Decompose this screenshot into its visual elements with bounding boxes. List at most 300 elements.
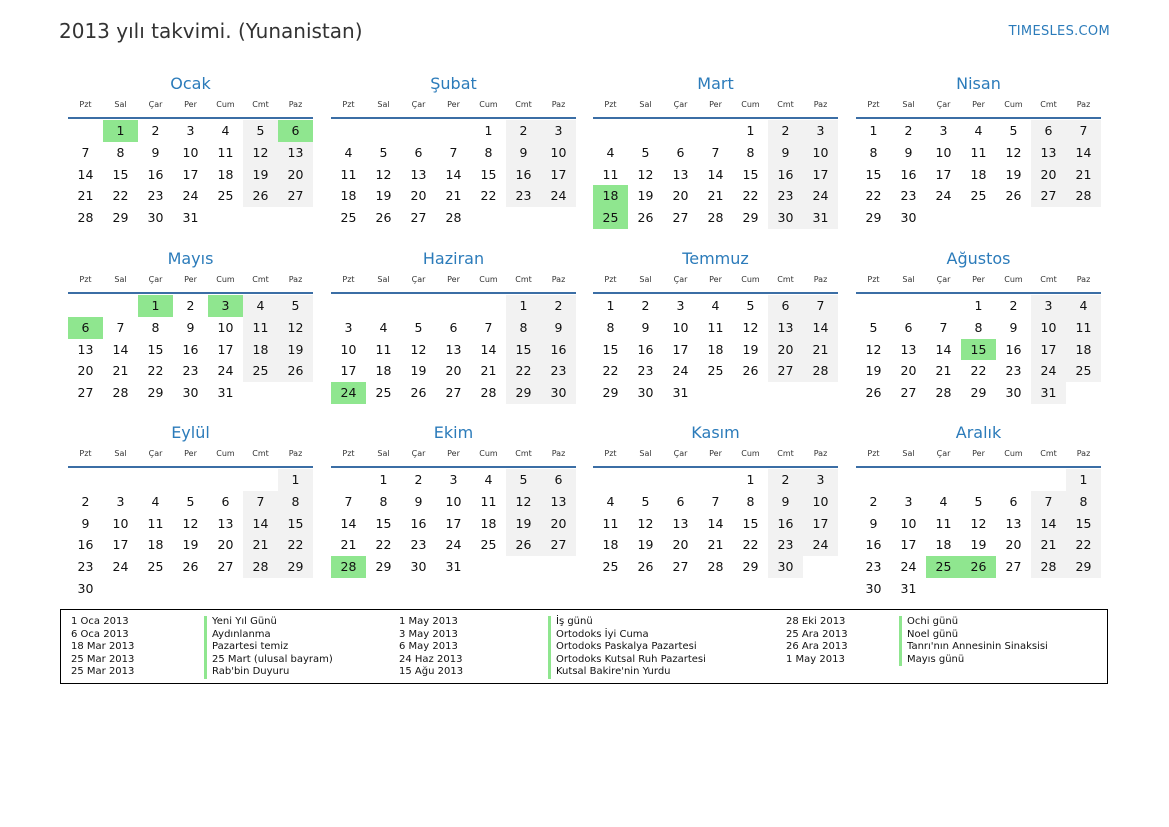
- day-cell: 16: [541, 339, 576, 361]
- day-cell: 31: [803, 207, 838, 229]
- holiday-name: Mayıs günü: [907, 653, 965, 665]
- day-cell: 16: [637, 341, 654, 357]
- weekday-label: Pzt: [342, 275, 355, 284]
- empty-cell: [628, 120, 663, 142]
- weekday-label: Cmt: [777, 275, 794, 284]
- weekday-label: Pzt: [604, 275, 617, 284]
- weekday-header: [331, 446, 576, 468]
- day-cell: 2: [541, 295, 576, 317]
- empty-cell: [243, 382, 278, 404]
- day-cell: 24: [803, 185, 838, 207]
- day-cell: 25: [1066, 360, 1101, 382]
- day-cell: 14: [935, 341, 952, 357]
- holiday-date: 1 Oca 2013: [71, 616, 129, 627]
- month-6: [331, 248, 576, 404]
- day-cell: 24: [803, 534, 838, 556]
- month-title: Aralık: [955, 423, 1002, 442]
- day-cell: 27: [672, 210, 689, 226]
- weekday-label: Per: [184, 449, 197, 458]
- day-cell: 6: [278, 120, 313, 142]
- empty-cell: [401, 295, 436, 317]
- day-cell: 18: [707, 341, 724, 357]
- holiday-name: Kutsal Bakire'nin Yurdu: [556, 666, 671, 678]
- day-cell: 11: [147, 515, 164, 531]
- day-cell: 14: [445, 166, 462, 182]
- holiday-name: Noel günü: [907, 628, 959, 640]
- day-cell: 25: [340, 210, 357, 226]
- empty-cell: [856, 295, 891, 317]
- day-cell: 14: [77, 166, 94, 182]
- weekday-label: Cmt: [1040, 449, 1057, 458]
- weekday-label: Pzt: [342, 449, 355, 458]
- empty-cell: [68, 120, 103, 142]
- day-cell: 21: [935, 363, 952, 379]
- day-cell: 29: [970, 385, 987, 401]
- day-grid: [68, 295, 313, 404]
- empty-cell: [541, 556, 576, 578]
- empty-cell: [103, 469, 138, 491]
- holiday-date: 1 May 2013: [399, 616, 458, 627]
- day-cell: 24: [217, 363, 234, 379]
- day-cell: 27: [900, 385, 917, 401]
- day-cell: 21: [77, 188, 94, 204]
- empty-cell: [138, 469, 173, 491]
- day-cell: 30: [182, 385, 199, 401]
- holiday-date: 1 May 2013: [786, 653, 845, 665]
- day-grid: [856, 469, 1101, 600]
- holiday-name: Rab'bin Duyuru: [212, 666, 290, 678]
- holiday-date: 26 Ara 2013: [786, 641, 848, 653]
- day-cell: 28: [480, 385, 497, 401]
- day-grid: [68, 120, 313, 229]
- weekday-label: Pzt: [867, 275, 880, 284]
- weekday-label: Paz: [813, 449, 828, 458]
- day-cell: 17: [1031, 339, 1066, 361]
- day-cell: 20: [541, 513, 576, 535]
- empty-cell: [1031, 469, 1066, 491]
- day-cell: 27: [768, 360, 803, 382]
- day-cell: 27: [410, 210, 427, 226]
- day-cell: 19: [742, 341, 759, 357]
- month-8: [856, 248, 1101, 404]
- holiday-date: 28 Eki 2013: [786, 616, 846, 627]
- day-cell: 18: [147, 537, 164, 553]
- day-cell: 9: [414, 493, 423, 509]
- day-cell: 28: [707, 559, 724, 575]
- holiday-name: Ortodoks Kutsal Ruh Pazartesi: [556, 653, 706, 665]
- day-cell: 31: [1031, 382, 1066, 404]
- empty-cell: [961, 207, 996, 229]
- day-cell: 17: [541, 164, 576, 186]
- day-cell: 10: [803, 491, 838, 513]
- weekday-label: Per: [184, 275, 197, 284]
- weekday-label: Pzt: [867, 100, 880, 109]
- day-cell: 14: [112, 341, 129, 357]
- day-cell: 8: [1066, 491, 1101, 513]
- day-cell: 15: [865, 166, 882, 182]
- weekday-label: Pzt: [79, 100, 92, 109]
- day-cell: 3: [186, 123, 195, 138]
- day-cell: 15: [147, 341, 164, 357]
- day-cell: 12: [278, 317, 313, 339]
- day-cell: 3: [803, 469, 838, 491]
- day-cell: 25: [243, 360, 278, 382]
- day-cell: 26: [278, 360, 313, 382]
- weekday-label: Paz: [288, 275, 303, 284]
- day-cell: 17: [672, 341, 689, 357]
- weekday-label: Paz: [1076, 275, 1091, 284]
- weekday-label: Paz: [1076, 100, 1091, 109]
- day-cell: 7: [711, 493, 720, 509]
- empty-cell: [68, 295, 103, 317]
- empty-cell: [628, 469, 663, 491]
- empty-cell: [961, 469, 996, 491]
- day-cell: 2: [506, 120, 541, 142]
- day-cell: 9: [768, 142, 803, 164]
- empty-cell: [331, 120, 366, 142]
- day-cell: 31: [445, 559, 462, 575]
- day-cell: 2: [186, 298, 195, 313]
- day-cell: 23: [506, 185, 541, 207]
- day-cell: 12: [1005, 144, 1022, 160]
- empty-cell: [698, 469, 733, 491]
- weekday-label: Çar: [148, 100, 163, 109]
- day-cell: 11: [935, 515, 952, 531]
- day-cell: 18: [340, 188, 357, 204]
- empty-cell: [506, 556, 541, 578]
- day-cell: 16: [410, 515, 427, 531]
- weekday-label: Çar: [673, 275, 688, 284]
- day-cell: 26: [182, 559, 199, 575]
- day-cell: 26: [506, 534, 541, 556]
- weekday-label: Cmt: [515, 275, 532, 284]
- day-cell: 16: [900, 166, 917, 182]
- day-cell: 19: [637, 188, 654, 204]
- empty-cell: [103, 578, 138, 600]
- day-cell: 29: [742, 559, 759, 575]
- day-cell: 2: [414, 472, 423, 487]
- day-cell: 3: [541, 120, 576, 142]
- day-cell: 22: [147, 363, 164, 379]
- day-cell: 21: [445, 188, 462, 204]
- empty-cell: [471, 556, 506, 578]
- day-cell: 20: [672, 188, 689, 204]
- day-cell: 5: [414, 319, 423, 335]
- day-cell: 21: [707, 537, 724, 553]
- weekday-label: Sal: [377, 449, 390, 458]
- day-cell: 25: [593, 207, 628, 229]
- day-cell: 2: [869, 493, 878, 509]
- weekday-label: Cmt: [515, 449, 532, 458]
- day-cell: 2: [641, 298, 650, 313]
- holiday-name: Pazartesi temiz: [212, 641, 289, 653]
- empty-cell: [331, 469, 366, 491]
- month-title: Ağustos: [946, 249, 1011, 268]
- day-cell: 11: [375, 341, 392, 357]
- day-cell: 7: [449, 144, 458, 160]
- day-cell: 13: [1005, 515, 1022, 531]
- day-cell: 30: [865, 580, 882, 596]
- weekday-label: Per: [184, 100, 197, 109]
- day-cell: 17: [217, 341, 234, 357]
- weekday-label: Cmt: [252, 449, 269, 458]
- day-cell: 17: [445, 515, 462, 531]
- weekday-label: Paz: [551, 275, 566, 284]
- day-cell: 5: [641, 493, 650, 509]
- empty-cell: [471, 295, 506, 317]
- day-cell: 10: [541, 142, 576, 164]
- day-cell: 13: [278, 142, 313, 164]
- day-cell: 29: [742, 210, 759, 226]
- weekday-label: Çar: [148, 449, 163, 458]
- day-cell: 3: [803, 120, 838, 142]
- day-cell: 24: [900, 559, 917, 575]
- weekday-label: Sal: [114, 449, 127, 458]
- month-1: [68, 73, 313, 229]
- day-cell: 2: [151, 123, 160, 138]
- day-cell: 4: [1066, 295, 1101, 317]
- day-cell: 27: [77, 385, 94, 401]
- empty-cell: [208, 578, 243, 600]
- day-cell: 22: [865, 188, 882, 204]
- weekday-label: Per: [709, 275, 722, 284]
- weekday-label: Çar: [936, 275, 951, 284]
- day-cell: 15: [278, 513, 313, 535]
- empty-cell: [138, 578, 173, 600]
- page-title: 2013 yılı takvimi. (Yunanistan): [59, 19, 363, 43]
- empty-cell: [541, 207, 576, 229]
- day-cell: 9: [81, 515, 90, 531]
- empty-cell: [243, 578, 278, 600]
- day-cell: 4: [221, 123, 230, 138]
- day-cell: 22: [970, 363, 987, 379]
- day-cell: 26: [637, 559, 654, 575]
- day-cell: 14: [803, 317, 838, 339]
- day-cell: 10: [935, 144, 952, 160]
- day-cell: 29: [602, 385, 619, 401]
- day-cell: 3: [449, 472, 458, 487]
- empty-cell: [1031, 207, 1066, 229]
- day-cell: 30: [900, 210, 917, 226]
- day-cell: 20: [900, 363, 917, 379]
- day-cell: 20: [278, 164, 313, 186]
- day-cell: 10: [803, 142, 838, 164]
- day-cell: 21: [112, 363, 129, 379]
- weekday-label: Çar: [673, 100, 688, 109]
- day-cell: 19: [1005, 166, 1022, 182]
- day-cell: 18: [217, 166, 234, 182]
- day-cell: 21: [340, 537, 357, 553]
- day-cell: 13: [900, 341, 917, 357]
- weekday-label: Cmt: [1040, 100, 1057, 109]
- day-cell: 9: [151, 144, 160, 160]
- day-cell: 20: [768, 339, 803, 361]
- day-cell: 5: [506, 469, 541, 491]
- day-grid: [68, 469, 313, 600]
- day-cell: 7: [1066, 120, 1101, 142]
- weekday-label: Paz: [551, 449, 566, 458]
- empty-cell: [803, 382, 838, 404]
- weekday-label: Pzt: [867, 449, 880, 458]
- weekday-label: Çar: [411, 100, 426, 109]
- day-cell: 1: [103, 120, 138, 142]
- day-cell: 8: [484, 144, 493, 160]
- day-cell: 18: [593, 185, 628, 207]
- day-cell: 18: [602, 537, 619, 553]
- day-cell: 9: [186, 319, 195, 335]
- day-cell: 4: [606, 144, 615, 160]
- day-cell: 16: [147, 166, 164, 182]
- day-cell: 31: [672, 385, 689, 401]
- holiday-date: 6 Oca 2013: [71, 628, 129, 640]
- day-cell: 22: [506, 360, 541, 382]
- weekday-label: Paz: [551, 100, 566, 109]
- day-cell: 13: [445, 341, 462, 357]
- holiday-dates-col-3: [786, 616, 848, 666]
- day-cell: 8: [974, 319, 983, 335]
- weekday-label: Çar: [148, 275, 163, 284]
- day-cell: 18: [970, 166, 987, 182]
- day-cell: 29: [112, 210, 129, 226]
- day-cell: 14: [707, 166, 724, 182]
- holiday-dates-col-1: [71, 616, 134, 679]
- month-7: [593, 248, 838, 404]
- day-cell: 22: [112, 188, 129, 204]
- day-cell: 8: [869, 144, 878, 160]
- day-cell: 18: [480, 515, 497, 531]
- day-cell: 6: [676, 144, 685, 160]
- day-cell: 13: [217, 515, 234, 531]
- day-cell: 19: [506, 513, 541, 535]
- day-cell: 17: [182, 166, 199, 182]
- day-cell: 14: [243, 513, 278, 535]
- day-cell: 14: [707, 515, 724, 531]
- day-cell: 17: [935, 166, 952, 182]
- day-cell: 31: [900, 580, 917, 596]
- day-cell: 7: [711, 144, 720, 160]
- weekday-label: Per: [972, 449, 985, 458]
- day-cell: 10: [340, 341, 357, 357]
- weekday-label: Sal: [114, 275, 127, 284]
- day-cell: 22: [602, 363, 619, 379]
- weekday-label: Cum: [1004, 100, 1023, 109]
- empty-cell: [891, 469, 926, 491]
- day-cell: 15: [602, 341, 619, 357]
- day-cell: 4: [379, 319, 388, 335]
- weekday-header: [331, 97, 576, 119]
- empty-cell: [856, 469, 891, 491]
- day-cell: 19: [182, 537, 199, 553]
- day-cell: 10: [182, 144, 199, 160]
- day-cell: 1: [746, 123, 755, 138]
- weekday-label: Cmt: [777, 449, 794, 458]
- day-cell: 5: [746, 298, 755, 313]
- day-cell: 8: [746, 493, 755, 509]
- month-10: [331, 422, 576, 578]
- holiday-date: 25 Ara 2013: [786, 628, 848, 640]
- day-cell: 15: [742, 166, 759, 182]
- day-cell: 20: [672, 537, 689, 553]
- month-2: [331, 73, 576, 229]
- brand-link[interactable]: TIMESLES.COM: [1008, 24, 1110, 39]
- day-cell: 11: [480, 493, 497, 509]
- day-cell: 1: [278, 469, 313, 491]
- day-cell: 1: [484, 123, 493, 138]
- day-cell: 12: [637, 166, 654, 182]
- empty-cell: [103, 295, 138, 317]
- day-cell: 7: [116, 319, 125, 335]
- day-cell: 24: [672, 363, 689, 379]
- day-cell: 26: [1005, 188, 1022, 204]
- day-cell: 15: [961, 339, 996, 361]
- day-cell: 26: [742, 363, 759, 379]
- day-cell: 3: [344, 319, 353, 335]
- day-cell: 16: [865, 537, 882, 553]
- holiday-name: Ochi günü: [907, 616, 959, 627]
- day-cell: 18: [243, 339, 278, 361]
- month-title: Ekim: [433, 423, 474, 442]
- day-cell: 6: [541, 469, 576, 491]
- day-cell: 10: [217, 319, 234, 335]
- empty-cell: [366, 295, 401, 317]
- day-cell: 13: [768, 317, 803, 339]
- month-title: Mart: [697, 74, 734, 93]
- day-cell: 26: [961, 556, 996, 578]
- day-cell: 29: [865, 210, 882, 226]
- day-cell: 9: [506, 142, 541, 164]
- day-cell: 7: [1031, 491, 1066, 513]
- day-cell: 23: [1005, 363, 1022, 379]
- day-cell: 2: [1009, 298, 1018, 313]
- weekday-header: [68, 446, 313, 468]
- day-cell: 28: [445, 210, 462, 226]
- weekday-label: Cum: [479, 275, 498, 284]
- day-cell: 6: [904, 319, 913, 335]
- day-cell: 27: [278, 185, 313, 207]
- holiday-date: 15 Ağu 2013: [399, 666, 464, 678]
- day-cell: 4: [711, 298, 720, 313]
- day-cell: 7: [344, 493, 353, 509]
- empty-cell: [208, 469, 243, 491]
- day-cell: 8: [116, 144, 125, 160]
- day-cell: 5: [186, 493, 195, 509]
- weekday-label: Cum: [479, 100, 498, 109]
- weekday-label: Cum: [216, 275, 235, 284]
- empty-cell: [471, 207, 506, 229]
- day-cell: 29: [506, 382, 541, 404]
- month-title: Kasım: [691, 423, 740, 442]
- day-cell: 21: [243, 534, 278, 556]
- weekday-label: Cum: [741, 100, 760, 109]
- day-cell: 28: [707, 210, 724, 226]
- day-cell: 15: [506, 339, 541, 361]
- day-grid: [593, 469, 838, 578]
- day-cell: 8: [379, 493, 388, 509]
- empty-cell: [996, 207, 1031, 229]
- day-cell: 1: [746, 472, 755, 487]
- month-4: [856, 73, 1101, 229]
- day-cell: 16: [768, 513, 803, 535]
- day-cell: 22: [1066, 534, 1101, 556]
- day-cell: 4: [939, 493, 948, 509]
- day-cell: 11: [602, 166, 619, 182]
- day-cell: 3: [1031, 295, 1066, 317]
- day-cell: 12: [970, 515, 987, 531]
- weekday-label: Per: [447, 449, 460, 458]
- day-cell: 26: [243, 185, 278, 207]
- holiday-names-col-3: [899, 616, 1048, 666]
- day-cell: 28: [803, 360, 838, 382]
